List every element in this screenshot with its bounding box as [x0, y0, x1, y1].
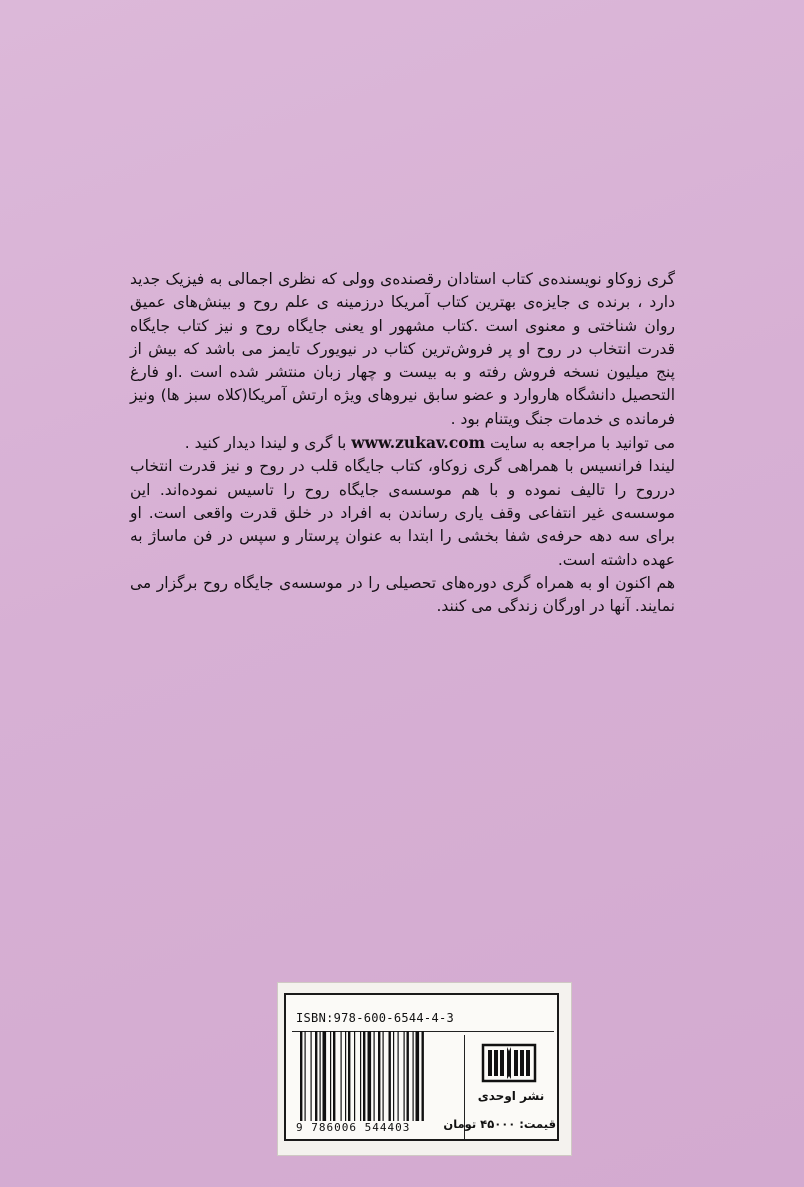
barcode-bar	[348, 1031, 350, 1121]
barcode-bar	[422, 1031, 424, 1121]
barcode	[298, 1031, 458, 1121]
website-paragraph	[130, 431, 675, 455]
price-label: قیمت: ۴۵۰۰۰ تومان	[443, 1117, 556, 1131]
barcode-bar	[383, 1031, 384, 1121]
barcode-bar	[368, 1031, 372, 1121]
barcode-bar	[345, 1031, 346, 1121]
author-bio-paragraph: گری زوکاو نویسنده‌ی کتاب استادان رقصنده‌ی وولی که نظری اجمالی به فیزیک جدید دارد ، برنده ی جایزه‌ی بهترین کتاب آمریکا درزمینه ی علم روح و بینش‌های عمیق روان شناختی و معنوی است .کتاب مشهور او یعنی جایگاه روح و نیز کتاب جایگاه قدرت انتخاب در روح او پر فروش‌ترین کتاب در نیویورک تایمز می باشد که بیش از پنج میلیون نسخه فروش رفته و به بیست و چهار زبان منتشر شده است .او فارغ التحصیل دانشگاه هاروارد و عضو سابق نیروهای ویژه ارتش آمریکا(کلاه سبز ها) ونیز فرمانده ی خدمات جنگ ویتنام بود .	[130, 270, 675, 428]
barcode-bar	[404, 1031, 405, 1121]
barcode-bar	[311, 1031, 312, 1121]
barcode-bar	[305, 1031, 306, 1121]
barcode-bar	[374, 1031, 375, 1121]
back-cover-blurb	[130, 268, 675, 618]
barcode-bar	[360, 1031, 361, 1121]
barcode-bar	[354, 1031, 355, 1121]
barcode-bar	[323, 1031, 327, 1121]
isbn-text: ISBN:978-600-6544-4-3	[296, 1011, 455, 1025]
barcode-bar	[416, 1031, 420, 1121]
barcode-bar	[413, 1031, 414, 1121]
barcode-bar	[393, 1031, 394, 1121]
barcode-bar	[333, 1031, 335, 1121]
website-intro-text: می توانید با مراجعه به سایت	[489, 434, 675, 453]
barcode-bar	[341, 1031, 342, 1121]
book-logo-icon	[479, 1041, 539, 1085]
coauthor-paragraph: لیندا فرانسیس با همراهی گری زوکاو، کتاب جایگاه قلب در روح و نیز قدرت انتخاب درروح را تالیف نموده و با هم موسسه‌ی جایگاه روح را تاسیس نموده‌اند. این موسسه‌ی غیر انتفاعی وقف یاری رساندن به افراد در خلق قدرت واقعی است. او برای سه دهه حرفه‌ی شفا بخشی را ابتدا به عنوان پرستار و سپس در فن ماساژ به عهده داشته است.	[130, 457, 675, 569]
barcode-bar	[389, 1031, 391, 1121]
barcode-digits: 9 786006 544403	[296, 1121, 411, 1134]
website-link[interactable]: www.zukav.com	[351, 433, 486, 453]
barcode-bar	[330, 1031, 331, 1121]
barcode-bar	[363, 1031, 365, 1121]
barcode-bar	[300, 1031, 302, 1121]
price-sticker	[278, 983, 571, 1155]
website-outro-text: با گری و لیندا دیدار کنید .	[184, 434, 347, 453]
sticker-frame	[284, 993, 559, 1141]
publisher-name: نشر اوحدی	[477, 1089, 545, 1103]
barcode-bar	[320, 1031, 321, 1121]
barcode-bar	[398, 1031, 399, 1121]
barcode-bar	[315, 1031, 317, 1121]
barcode-bar	[378, 1031, 380, 1121]
barcode-bar	[407, 1031, 409, 1121]
current-activity-paragraph: هم اکنون او به همراه گری دوره‌های تحصیلی را در موسسه‌ی جایگاه روح برگزار می نمایند. آنها در اورگان زندگی می کنند.	[130, 573, 675, 616]
